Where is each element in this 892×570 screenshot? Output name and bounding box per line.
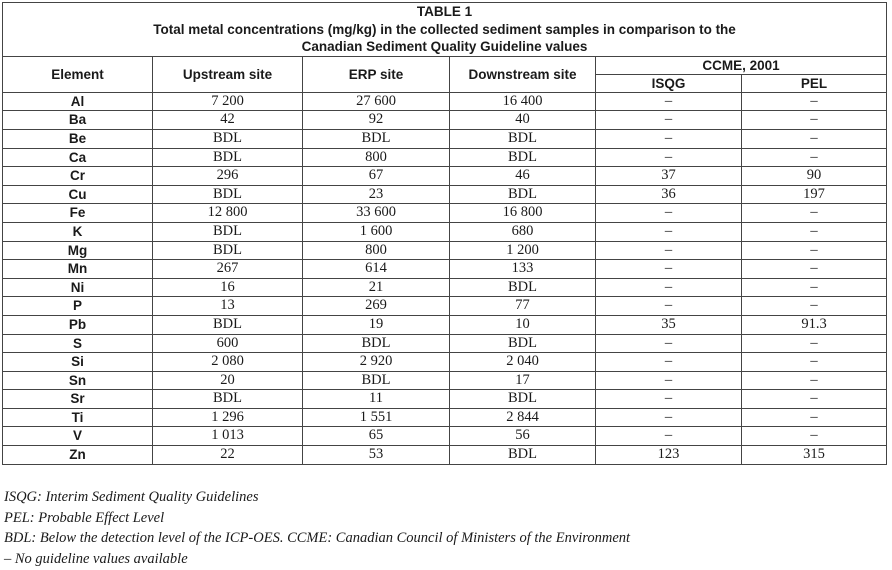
cell-downstream: BDL bbox=[450, 148, 596, 167]
table-row bbox=[3, 222, 887, 241]
cell-element: Ba bbox=[3, 111, 153, 130]
cell-erp: 33 600 bbox=[303, 204, 450, 223]
cell-downstream: BDL bbox=[450, 129, 596, 148]
table-row bbox=[3, 427, 887, 446]
table-body bbox=[3, 92, 887, 464]
cell-isqg: – bbox=[596, 297, 742, 316]
table-row bbox=[3, 408, 887, 427]
table-row bbox=[3, 111, 887, 130]
cell-pel: – bbox=[742, 222, 887, 241]
cell-downstream: 16 800 bbox=[450, 204, 596, 223]
cell-element: Cr bbox=[3, 167, 153, 186]
cell-upstream: BDL bbox=[153, 241, 303, 260]
cell-element: Ni bbox=[3, 278, 153, 297]
table-row bbox=[3, 148, 887, 167]
cell-pel: – bbox=[742, 371, 887, 390]
sediment-table bbox=[2, 2, 887, 465]
cell-isqg: – bbox=[596, 260, 742, 279]
cell-pel: – bbox=[742, 334, 887, 353]
cell-erp: 1 600 bbox=[303, 222, 450, 241]
cell-element: Be bbox=[3, 129, 153, 148]
cell-element: P bbox=[3, 297, 153, 316]
cell-element: K bbox=[3, 222, 153, 241]
cell-erp: 53 bbox=[303, 446, 450, 465]
cell-element: Pb bbox=[3, 315, 153, 334]
cell-pel: – bbox=[742, 353, 887, 372]
header-ccme: CCME, 2001 bbox=[596, 56, 887, 74]
cell-element: Fe bbox=[3, 204, 153, 223]
cell-element: Cu bbox=[3, 185, 153, 204]
cell-isqg: – bbox=[596, 334, 742, 353]
cell-isqg: – bbox=[596, 222, 742, 241]
cell-erp: BDL bbox=[303, 334, 450, 353]
cell-element: Sn bbox=[3, 371, 153, 390]
cell-upstream: 13 bbox=[153, 297, 303, 316]
cell-downstream: BDL bbox=[450, 446, 596, 465]
header-downstream: Downstream site bbox=[450, 56, 596, 92]
table-caption bbox=[3, 3, 887, 57]
cell-element: Mn bbox=[3, 260, 153, 279]
cell-erp: 21 bbox=[303, 278, 450, 297]
cell-downstream: 17 bbox=[450, 371, 596, 390]
cell-erp: 11 bbox=[303, 390, 450, 409]
table-row bbox=[3, 185, 887, 204]
note-no-guideline: – No guideline values available bbox=[4, 550, 188, 567]
cell-downstream: 133 bbox=[450, 260, 596, 279]
cell-upstream: BDL bbox=[153, 185, 303, 204]
cell-pel: – bbox=[742, 148, 887, 167]
cell-pel: 91.3 bbox=[742, 315, 887, 334]
table-row bbox=[3, 129, 887, 148]
cell-upstream: 12 800 bbox=[153, 204, 303, 223]
table-row bbox=[3, 315, 887, 334]
cell-pel: – bbox=[742, 92, 887, 111]
table-row bbox=[3, 167, 887, 186]
cell-downstream: BDL bbox=[450, 390, 596, 409]
cell-downstream: 40 bbox=[450, 111, 596, 130]
cell-pel: 90 bbox=[742, 167, 887, 186]
cell-isqg: 36 bbox=[596, 185, 742, 204]
cell-downstream: BDL bbox=[450, 278, 596, 297]
cell-upstream: BDL bbox=[153, 148, 303, 167]
cell-upstream: 20 bbox=[153, 371, 303, 390]
cell-isqg: – bbox=[596, 408, 742, 427]
cell-downstream: 1 200 bbox=[450, 241, 596, 260]
cell-erp: 65 bbox=[303, 427, 450, 446]
cell-erp: 27 600 bbox=[303, 92, 450, 111]
cell-pel: – bbox=[742, 129, 887, 148]
cell-erp: BDL bbox=[303, 371, 450, 390]
cell-element: Zn bbox=[3, 446, 153, 465]
cell-isqg: 37 bbox=[596, 167, 742, 186]
cell-upstream: BDL bbox=[153, 129, 303, 148]
cell-erp: 800 bbox=[303, 241, 450, 260]
cell-upstream: 22 bbox=[153, 446, 303, 465]
cell-upstream: 2 080 bbox=[153, 353, 303, 372]
cell-downstream: 56 bbox=[450, 427, 596, 446]
cell-isqg: – bbox=[596, 427, 742, 446]
cell-downstream: BDL bbox=[450, 185, 596, 204]
note-isqg: ISQG: Interim Sediment Quality Guidelines bbox=[4, 489, 259, 505]
cell-pel: – bbox=[742, 111, 887, 130]
cell-isqg: – bbox=[596, 390, 742, 409]
cell-isqg: 123 bbox=[596, 446, 742, 465]
header-isqg: ISQG bbox=[596, 74, 742, 92]
cell-pel: – bbox=[742, 260, 887, 279]
cell-pel: – bbox=[742, 408, 887, 427]
cell-isqg: – bbox=[596, 278, 742, 297]
cell-erp: 23 bbox=[303, 185, 450, 204]
header-pel: PEL bbox=[742, 74, 887, 92]
cell-erp: 2 920 bbox=[303, 353, 450, 372]
cell-isqg: 35 bbox=[596, 315, 742, 334]
cell-element: Ti bbox=[3, 408, 153, 427]
cell-pel: – bbox=[742, 204, 887, 223]
cell-erp: 1 551 bbox=[303, 408, 450, 427]
table-notes bbox=[4, 487, 630, 569]
cell-upstream: BDL bbox=[153, 315, 303, 334]
table-row bbox=[3, 204, 887, 223]
cell-element: Ca bbox=[3, 148, 153, 167]
cell-upstream: 1 013 bbox=[153, 427, 303, 446]
cell-isqg: – bbox=[596, 204, 742, 223]
cell-upstream: 296 bbox=[153, 167, 303, 186]
cell-isqg: – bbox=[596, 148, 742, 167]
cell-isqg: – bbox=[596, 371, 742, 390]
table-row bbox=[3, 92, 887, 111]
cell-erp: 19 bbox=[303, 315, 450, 334]
cell-downstream: 16 400 bbox=[450, 92, 596, 111]
cell-isqg: – bbox=[596, 353, 742, 372]
table-row bbox=[3, 297, 887, 316]
table-row bbox=[3, 241, 887, 260]
cell-isqg: – bbox=[596, 129, 742, 148]
cell-downstream: 680 bbox=[450, 222, 596, 241]
cell-pel: 197 bbox=[742, 185, 887, 204]
cell-downstream: 2 844 bbox=[450, 408, 596, 427]
cell-erp: BDL bbox=[303, 129, 450, 148]
cell-upstream: BDL bbox=[153, 390, 303, 409]
table-row bbox=[3, 278, 887, 297]
cell-pel: 315 bbox=[742, 446, 887, 465]
cell-downstream: 2 040 bbox=[450, 353, 596, 372]
cell-pel: – bbox=[742, 278, 887, 297]
cell-pel: – bbox=[742, 241, 887, 260]
cell-upstream: 1 296 bbox=[153, 408, 303, 427]
table-row bbox=[3, 353, 887, 372]
table-label: TABLE 1 bbox=[416, 4, 473, 19]
cell-upstream: 267 bbox=[153, 260, 303, 279]
cell-pel: – bbox=[742, 427, 887, 446]
header-erp: ERP site bbox=[303, 56, 450, 92]
cell-isqg: – bbox=[596, 92, 742, 111]
cell-erp: 614 bbox=[303, 260, 450, 279]
cell-element: V bbox=[3, 427, 153, 446]
cell-element: Si bbox=[3, 353, 153, 372]
table-row bbox=[3, 390, 887, 409]
table-row bbox=[3, 260, 887, 279]
cell-upstream: 600 bbox=[153, 334, 303, 353]
cell-upstream: BDL bbox=[153, 222, 303, 241]
cell-element: Sr bbox=[3, 390, 153, 409]
table-row bbox=[3, 446, 887, 465]
cell-isqg: – bbox=[596, 111, 742, 130]
cell-element: Mg bbox=[3, 241, 153, 260]
header-element: Element bbox=[3, 56, 153, 92]
cell-erp: 67 bbox=[303, 167, 450, 186]
cell-element: S bbox=[3, 334, 153, 353]
cell-erp: 92 bbox=[303, 111, 450, 130]
cell-upstream: 16 bbox=[153, 278, 303, 297]
cell-pel: – bbox=[742, 390, 887, 409]
cell-downstream: 10 bbox=[450, 315, 596, 334]
note-bdl-ccme: BDL: Below the detection level of the ICP-OES. CCME: Canadian Council of Ministers of the Environment bbox=[4, 530, 631, 546]
cell-upstream: 7 200 bbox=[153, 92, 303, 111]
cell-isqg: – bbox=[596, 241, 742, 260]
cell-downstream: 77 bbox=[450, 297, 596, 316]
cell-upstream: 42 bbox=[153, 111, 303, 130]
header-upstream: Upstream site bbox=[153, 56, 303, 92]
table-row bbox=[3, 371, 887, 390]
table-title-line-2: Canadian Sediment Quality Guideline values bbox=[301, 39, 588, 55]
cell-downstream: 46 bbox=[450, 167, 596, 186]
note-pel: PEL: Probable Effect Level bbox=[4, 509, 165, 526]
cell-erp: 800 bbox=[303, 148, 450, 167]
cell-element: Al bbox=[3, 92, 153, 111]
cell-erp: 269 bbox=[303, 297, 450, 316]
cell-downstream: BDL bbox=[450, 334, 596, 353]
table-title-line-1: Total metal concentrations (mg/kg) in the collected sediment samples in comparison to the bbox=[153, 21, 736, 37]
cell-pel: – bbox=[742, 297, 887, 316]
table-row bbox=[3, 334, 887, 353]
